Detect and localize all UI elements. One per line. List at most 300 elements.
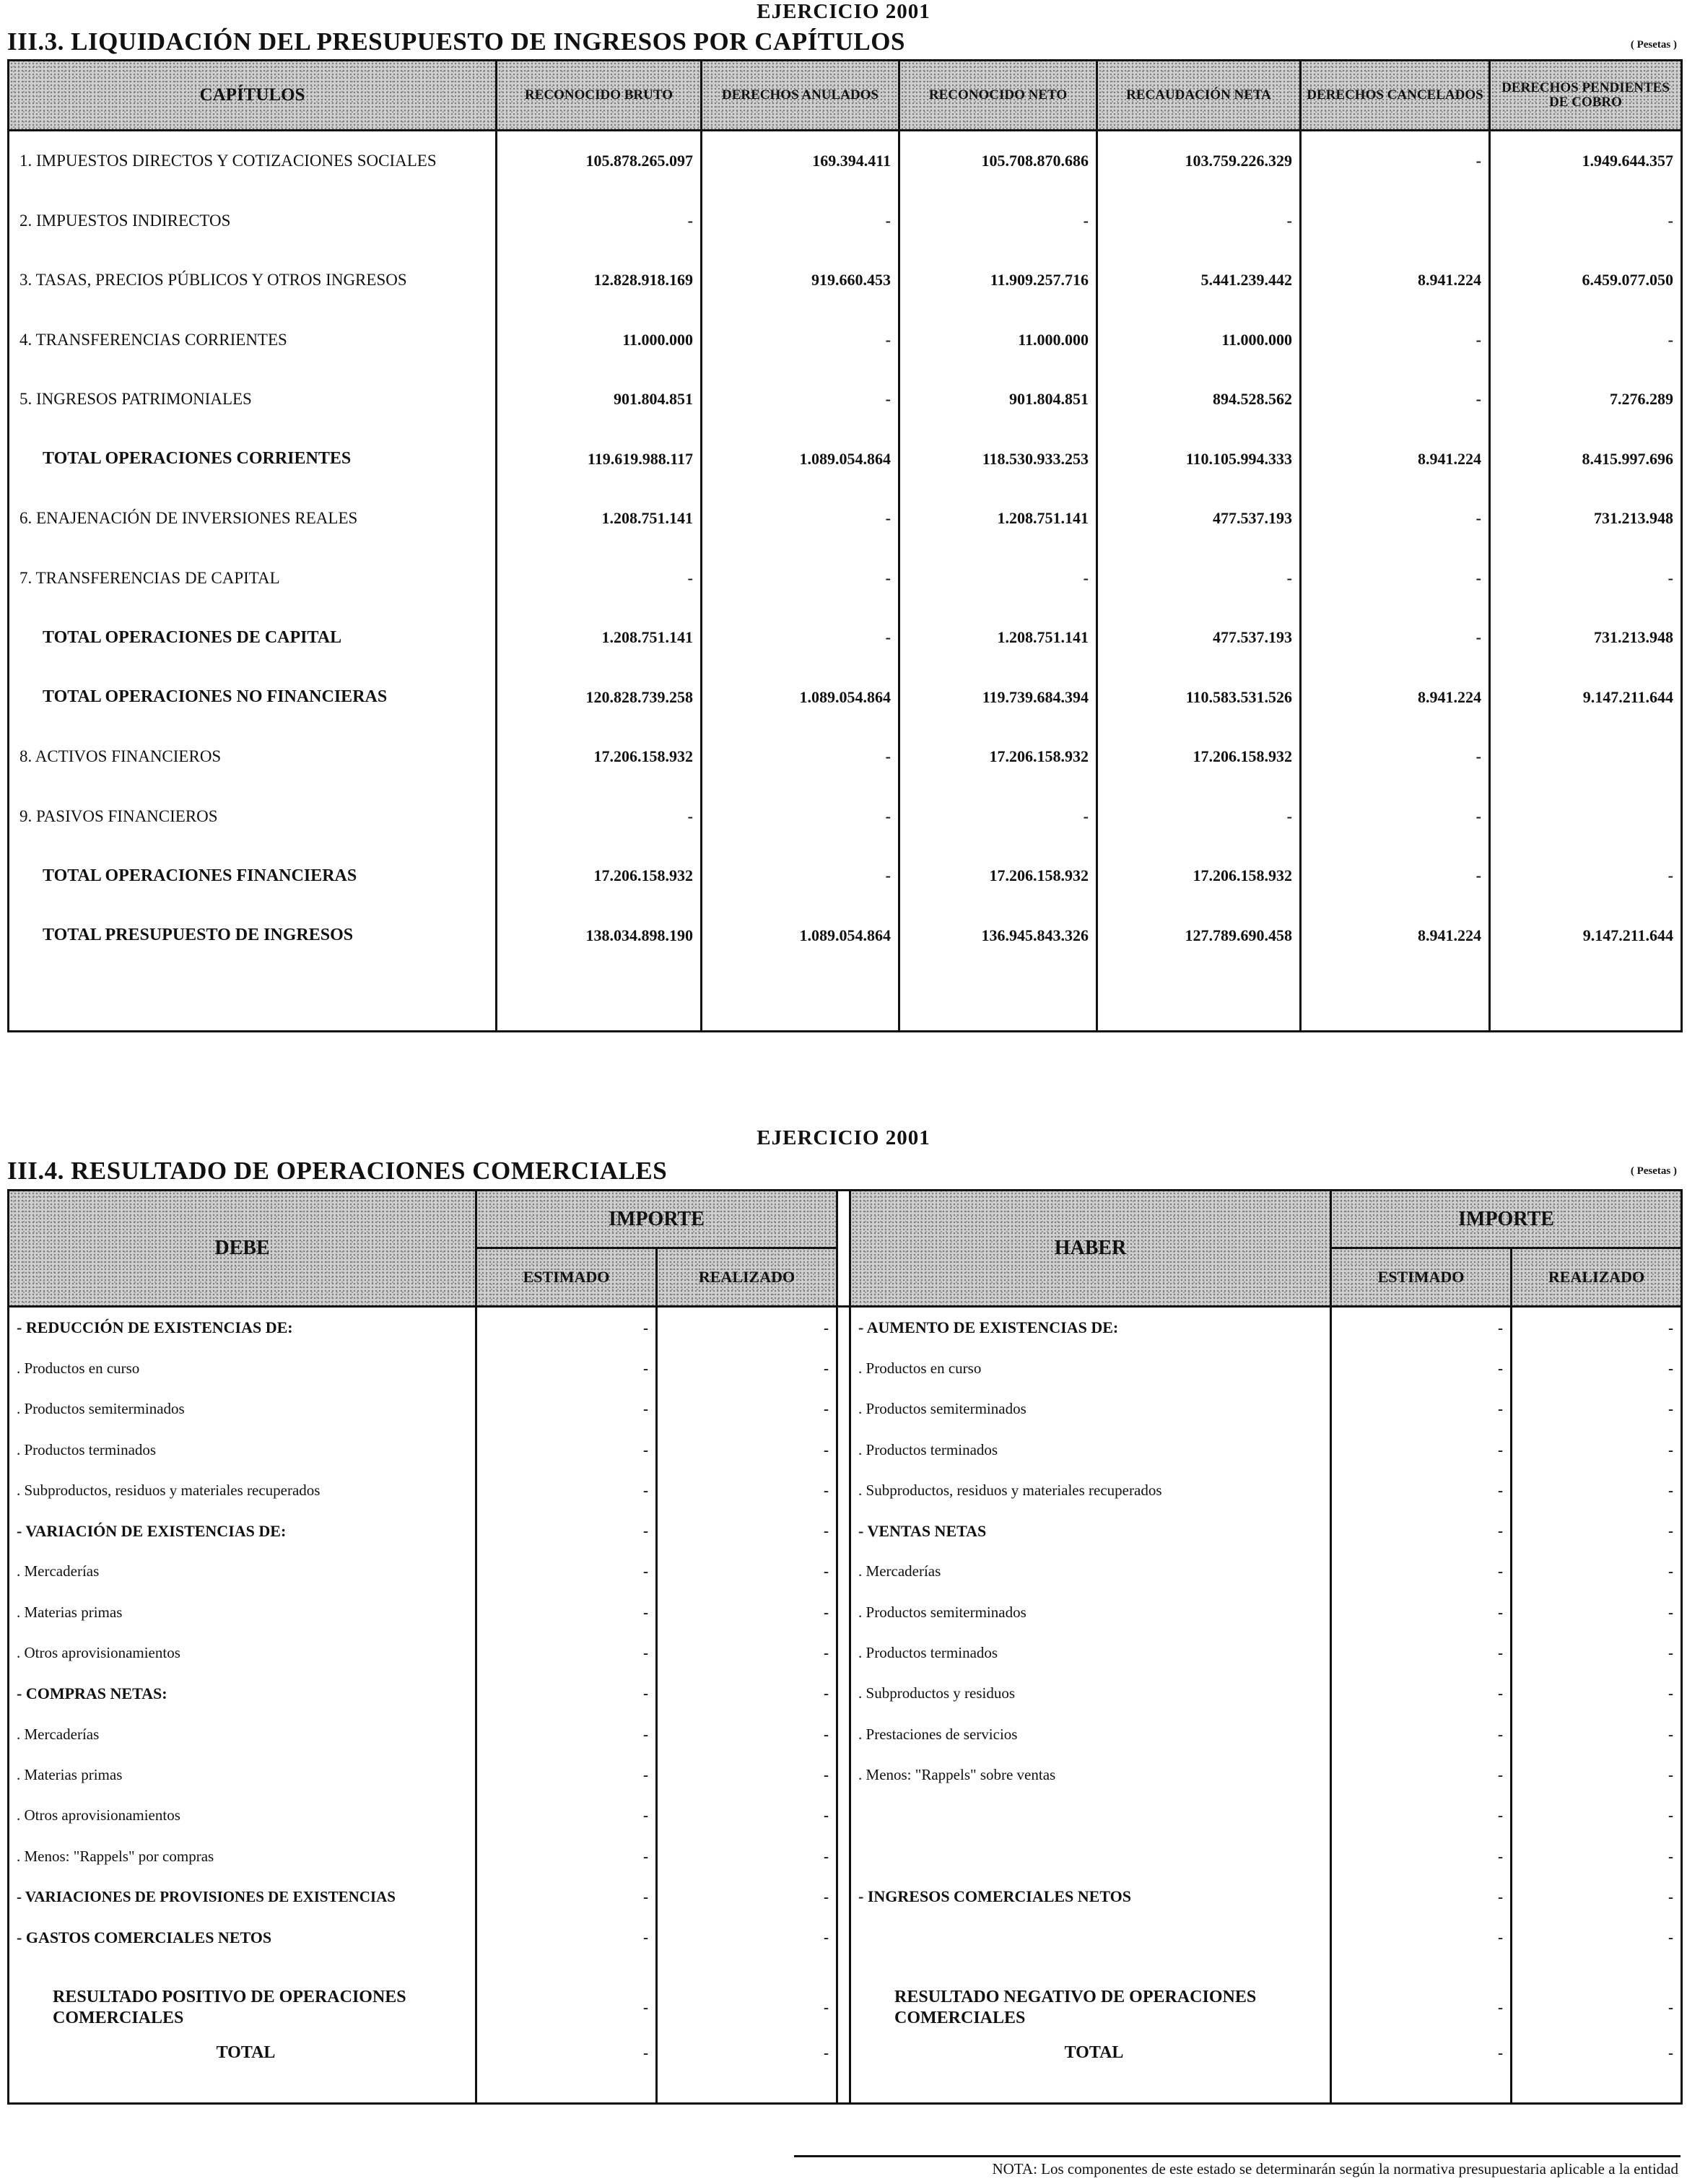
debe-realizado: -: [657, 1552, 837, 1592]
table-row: [9, 1674, 1682, 1714]
row-label: 9. PASIVOS FINANCIEROS: [9, 787, 497, 847]
haber-estimado: -: [1331, 1307, 1512, 1349]
haber-label: [850, 1917, 1331, 1957]
table-row: [9, 846, 1682, 906]
cell-reconocido-bruto: -: [497, 191, 702, 251]
empty-cell: [9, 2074, 476, 2104]
cell-reconocido-bruto: 1.208.751.141: [497, 489, 702, 549]
empty-cell: [1512, 1958, 1682, 1983]
cell-recaudacion-neta: 103.759.226.329: [1097, 131, 1301, 191]
cell-reconocido-bruto: 119.619.988.117: [497, 430, 702, 490]
debe-estimado: -: [476, 1754, 657, 1795]
table-row: [9, 1348, 1682, 1388]
haber-realizado: -: [1512, 1754, 1682, 1795]
row-label: 1. IMPUESTOS DIRECTOS Y COTIZACIONES SOCIALES: [9, 131, 497, 191]
table-row: [9, 1552, 1682, 1592]
debe-estimado: -: [476, 1552, 657, 1592]
cell-derechos-pendientes: [1490, 727, 1682, 787]
cell-reconocido-neto: -: [899, 191, 1097, 251]
cell-derechos-pendientes: 731.213.948: [1490, 489, 1682, 549]
cell-recaudacion-neta: 110.583.531.526: [1097, 668, 1301, 728]
cell-reconocido-neto: 118.530.933.253: [899, 430, 1097, 490]
cell-reconocido-neto: -: [899, 787, 1097, 847]
cell-derechos-anulados: -: [702, 489, 899, 549]
cell-reconocido-neto: 11.909.257.716: [899, 251, 1097, 310]
row-label: 8. ACTIVOS FINANCIEROS: [9, 727, 497, 787]
row-label: 2. IMPUESTOS INDIRECTOS: [9, 191, 497, 251]
cell-reconocido-bruto: 105.878.265.097: [497, 131, 702, 191]
debe-estimado: -: [476, 1674, 657, 1714]
cell-recaudacion-neta: 110.105.994.333: [1097, 430, 1301, 490]
debe-estimado: -: [476, 1632, 657, 1673]
column-gap: [837, 1510, 850, 1551]
table-liquidacion-ingresos: [7, 59, 1683, 1032]
column-gap: [837, 1348, 850, 1388]
debe-realizado: -: [657, 1876, 837, 1917]
table-row: [9, 1389, 1682, 1430]
column-gap: [837, 1876, 850, 1917]
column-gap: [837, 1754, 850, 1795]
cell-derechos-pendientes: 7.276.289: [1490, 370, 1682, 430]
column-gap: [837, 1917, 850, 1957]
table-row: [9, 1714, 1682, 1754]
cell-derechos-cancelados: 8.941.224: [1301, 430, 1490, 490]
haber-estimado: -: [1331, 1674, 1512, 1714]
cell-reconocido-neto: 136.945.843.326: [899, 906, 1097, 966]
debe-realizado: -: [657, 1430, 837, 1470]
debe-label: . Materias primas: [9, 1592, 476, 1632]
ejercicio-heading-1: EJERCICIO 2001: [757, 0, 930, 23]
cell-recaudacion-neta: -: [1097, 191, 1301, 251]
table-row: [9, 1917, 1682, 1957]
debe-realizado: -: [657, 1307, 837, 1349]
cell-reconocido-neto: 105.708.870.686: [899, 131, 1097, 191]
header-capitulos: CAPÍTULOS: [9, 61, 497, 131]
ejercicio-heading-2: EJERCICIO 2001: [757, 1126, 930, 1149]
cell-recaudacion-neta: 17.206.158.932: [1097, 846, 1301, 906]
haber-estimado: -: [1331, 1754, 1512, 1795]
column-gap: [837, 1592, 850, 1632]
haber-estimado: -: [1331, 1348, 1512, 1388]
haber-estimado: -: [1331, 1714, 1512, 1754]
haber-realizado: -: [1512, 1470, 1682, 1510]
debe-estimado: -: [476, 1430, 657, 1470]
haber-realizado: -: [1512, 1674, 1682, 1714]
haber-label: . Menos: "Rappels" sobre ventas: [850, 1754, 1331, 1795]
header-importe-debe: IMPORTE: [476, 1191, 837, 1248]
cell-derechos-cancelados: -: [1301, 846, 1490, 906]
cell-derechos-cancelados: 8.941.224: [1301, 251, 1490, 310]
table-row: [9, 1307, 1682, 1349]
debe-estimado: -: [476, 1348, 657, 1388]
cell-derechos-cancelados: -: [1301, 727, 1490, 787]
debe-estimado: -: [476, 1389, 657, 1430]
debe-label: . Productos terminados: [9, 1430, 476, 1470]
table-row: [9, 787, 1682, 847]
debe-realizado: -: [657, 1510, 837, 1551]
table-row: [9, 251, 1682, 310]
header-realizado-haber: REALIZADO: [1512, 1248, 1682, 1307]
table-row: [9, 131, 1682, 191]
cell-derechos-cancelados: -: [1301, 787, 1490, 847]
haber-label: . Subproductos, residuos y materiales recuperados: [850, 1470, 1331, 1510]
total-debe-realizado: -: [657, 2033, 837, 2074]
cell-reconocido-bruto: 17.206.158.932: [497, 727, 702, 787]
table-row: [9, 1796, 1682, 1836]
haber-realizado: -: [1512, 1510, 1682, 1551]
cell-reconocido-neto: 901.804.851: [899, 370, 1097, 430]
empty-cell: [9, 1958, 476, 1983]
haber-estimado: -: [1331, 1470, 1512, 1510]
cell-reconocido-bruto: -: [497, 549, 702, 609]
empty-cell: [1490, 965, 1682, 1032]
cell-reconocido-neto: 1.208.751.141: [899, 489, 1097, 549]
debe-label: . Mercaderías: [9, 1714, 476, 1754]
table-header-row: [9, 61, 1682, 131]
cell-reconocido-bruto: -: [497, 787, 702, 847]
cell-derechos-pendientes: -: [1490, 191, 1682, 251]
haber-label: . Subproductos y residuos: [850, 1674, 1331, 1714]
cell-derechos-anulados: -: [702, 310, 899, 370]
column-gap: [837, 1674, 850, 1714]
table-row: [9, 1470, 1682, 1510]
header-reconocido-bruto: RECONOCIDO BRUTO: [497, 61, 702, 131]
table-row: [9, 430, 1682, 490]
section-title-liquidacion: III.3. LIQUIDACIÓN DEL PRESUPUESTO DE INGRESOS POR CAPÍTULOS: [7, 27, 905, 56]
cell-reconocido-bruto: 120.828.739.258: [497, 668, 702, 728]
haber-realizado: -: [1512, 1552, 1682, 1592]
column-gap: [837, 1836, 850, 1876]
debe-label: . Mercaderías: [9, 1552, 476, 1592]
empty-cell: [476, 2074, 657, 2104]
cell-derechos-cancelados: -: [1301, 489, 1490, 549]
nota-rule: [794, 2155, 1681, 2157]
table-row: [9, 1754, 1682, 1795]
header-realizado-debe: REALIZADO: [657, 1248, 837, 1307]
haber-estimado: -: [1331, 1552, 1512, 1592]
row-label: TOTAL OPERACIONES CORRIENTES: [9, 430, 497, 490]
total-label-haber: TOTAL: [850, 2033, 1331, 2074]
header-estimado-debe: ESTIMADO: [476, 1248, 657, 1307]
table-row: [9, 1510, 1682, 1551]
haber-label: . Mercaderías: [850, 1552, 1331, 1592]
cell-derechos-pendientes: 8.415.997.696: [1490, 430, 1682, 490]
cell-derechos-anulados: 169.394.411: [702, 131, 899, 191]
debe-label: . Productos semiterminados: [9, 1389, 476, 1430]
debe-label: . Otros aprovisionamientos: [9, 1632, 476, 1673]
debe-label: . Productos en curso: [9, 1348, 476, 1388]
table-row: [9, 1592, 1682, 1632]
debe-realizado: -: [657, 1470, 837, 1510]
table-row: [9, 608, 1682, 668]
debe-estimado: -: [476, 1876, 657, 1917]
unit-label-2: ( Pesetas ): [1630, 1165, 1677, 1177]
cell-reconocido-bruto: 17.206.158.932: [497, 846, 702, 906]
haber-realizado: -: [1512, 1348, 1682, 1388]
cell-derechos-pendientes: 9.147.211.644: [1490, 668, 1682, 728]
cell-recaudacion-neta: -: [1097, 549, 1301, 609]
table-row: [9, 906, 1682, 966]
haber-realizado: -: [1512, 1876, 1682, 1917]
header-importe-haber: IMPORTE: [1331, 1191, 1682, 1248]
debe-realizado: -: [657, 1836, 837, 1876]
total-row: [9, 2033, 1682, 2074]
debe-estimado: -: [476, 1836, 657, 1876]
cell-derechos-anulados: -: [702, 846, 899, 906]
table-row: [9, 1430, 1682, 1470]
column-gap: [837, 1552, 850, 1592]
haber-label: . Productos semiterminados: [850, 1592, 1331, 1632]
haber-estimado: -: [1331, 1632, 1512, 1673]
debe-realizado: -: [657, 1796, 837, 1836]
column-gap: [837, 1389, 850, 1430]
cell-derechos-cancelados: -: [1301, 608, 1490, 668]
haber-label: . Productos terminados: [850, 1632, 1331, 1673]
header-debe: DEBE: [9, 1191, 476, 1307]
haber-estimado: -: [1331, 1510, 1512, 1551]
haber-label: [850, 1796, 1331, 1836]
haber-realizado: -: [1512, 1714, 1682, 1754]
debe-label: - VARIACIONES DE PROVISIONES DE EXISTENCIAS: [9, 1876, 476, 1917]
result-row: [9, 1983, 1682, 2033]
row-label: 5. INGRESOS PATRIMONIALES: [9, 370, 497, 430]
column-gap: [837, 1958, 850, 1983]
resultado-positivo-estimado: -: [476, 1983, 657, 2033]
empty-cell: [476, 1958, 657, 1983]
cell-derechos-anulados: -: [702, 549, 899, 609]
cell-reconocido-bruto: 138.034.898.190: [497, 906, 702, 966]
debe-estimado: -: [476, 1917, 657, 1957]
debe-realizado: -: [657, 1754, 837, 1795]
haber-estimado: -: [1331, 1876, 1512, 1917]
haber-label: - VENTAS NETAS: [850, 1510, 1331, 1551]
debe-realizado: -: [657, 1348, 837, 1388]
cell-derechos-pendientes: 731.213.948: [1490, 608, 1682, 668]
haber-realizado: -: [1512, 1632, 1682, 1673]
total-label-debe: TOTAL: [9, 2033, 476, 2074]
debe-label: - COMPRAS NETAS:: [9, 1674, 476, 1714]
header-estimado-haber: ESTIMADO: [1331, 1248, 1512, 1307]
empty-cell: [899, 965, 1097, 1032]
header-recaudacion-neta: RECAUDACIÓN NETA: [1097, 61, 1301, 131]
debe-estimado: -: [476, 1592, 657, 1632]
header-derechos-anulados: DERECHOS ANULADOS: [702, 61, 899, 131]
column-gap: [837, 1191, 850, 1307]
debe-label: . Otros aprovisionamientos: [9, 1796, 476, 1836]
resultado-negativo-estimado: -: [1331, 1983, 1512, 2033]
cell-recaudacion-neta: 894.528.562: [1097, 370, 1301, 430]
debe-label: - REDUCCIÓN DE EXISTENCIAS DE:: [9, 1307, 476, 1349]
table-resultado-operaciones: [7, 1189, 1683, 2105]
debe-realizado: -: [657, 1632, 837, 1673]
total-debe-estimado: -: [476, 2033, 657, 2074]
empty-cell: [497, 965, 702, 1032]
header-reconocido-neto: RECONOCIDO NETO: [899, 61, 1097, 131]
cell-derechos-pendientes: 1.949.644.357: [1490, 131, 1682, 191]
debe-label: - GASTOS COMERCIALES NETOS: [9, 1917, 476, 1957]
cell-recaudacion-neta: 5.441.239.442: [1097, 251, 1301, 310]
cell-reconocido-neto: 119.739.684.394: [899, 668, 1097, 728]
debe-label: . Materias primas: [9, 1754, 476, 1795]
empty-cell: [702, 965, 899, 1032]
cell-derechos-pendientes: 6.459.077.050: [1490, 251, 1682, 310]
cell-derechos-anulados: 1.089.054.864: [702, 430, 899, 490]
row-label: TOTAL PRESUPUESTO DE INGRESOS: [9, 906, 497, 966]
header-derechos-cancelados: DERECHOS CANCELADOS: [1301, 61, 1490, 131]
cell-derechos-pendientes: -: [1490, 549, 1682, 609]
haber-label: [850, 1836, 1331, 1876]
column-gap: [837, 1983, 850, 2033]
haber-realizado: -: [1512, 1389, 1682, 1430]
cell-derechos-pendientes: -: [1490, 846, 1682, 906]
resultado-positivo-realizado: -: [657, 1983, 837, 2033]
cell-derechos-anulados: 1.089.054.864: [702, 668, 899, 728]
debe-realizado: -: [657, 1714, 837, 1754]
empty-cell: [657, 2074, 837, 2104]
debe-label: . Subproductos, residuos y materiales recuperados: [9, 1470, 476, 1510]
header-derechos-pendientes: DERECHOS PENDIENTES DE COBRO: [1490, 61, 1682, 131]
table-row-empty: [9, 1958, 1682, 1983]
cell-reconocido-bruto: 11.000.000: [497, 310, 702, 370]
column-gap: [837, 1796, 850, 1836]
haber-estimado: -: [1331, 1796, 1512, 1836]
cell-derechos-pendientes: -: [1490, 310, 1682, 370]
row-label: 4. TRANSFERENCIAS CORRIENTES: [9, 310, 497, 370]
column-gap: [837, 1430, 850, 1470]
cell-recaudacion-neta: 127.789.690.458: [1097, 906, 1301, 966]
empty-cell: [1331, 2074, 1512, 2104]
cell-derechos-cancelados: [1301, 191, 1490, 251]
cell-derechos-cancelados: 8.941.224: [1301, 906, 1490, 966]
cell-recaudacion-neta: -: [1097, 787, 1301, 847]
empty-cell: [9, 965, 497, 1032]
haber-realizado: -: [1512, 1430, 1682, 1470]
haber-realizado: -: [1512, 1836, 1682, 1876]
haber-estimado: -: [1331, 1917, 1512, 1957]
column-gap: [837, 2033, 850, 2074]
debe-estimado: -: [476, 1796, 657, 1836]
cell-reconocido-neto: 11.000.000: [899, 310, 1097, 370]
resultado-positivo-label: RESULTADO POSITIVO DE OPERACIONES COMERCIALES: [9, 1983, 476, 2033]
table-row: [9, 310, 1682, 370]
cell-derechos-cancelados: -: [1301, 131, 1490, 191]
row-label: TOTAL OPERACIONES NO FINANCIERAS: [9, 668, 497, 728]
haber-label: . Prestaciones de servicios: [850, 1714, 1331, 1754]
table-row: [9, 1632, 1682, 1673]
debe-estimado: -: [476, 1470, 657, 1510]
haber-realizado: -: [1512, 1917, 1682, 1957]
row-label: 6. ENAJENACIÓN DE INVERSIONES REALES: [9, 489, 497, 549]
cell-derechos-cancelados: -: [1301, 310, 1490, 370]
haber-realizado: -: [1512, 1307, 1682, 1349]
haber-estimado: -: [1331, 1836, 1512, 1876]
column-gap: [837, 1470, 850, 1510]
cell-derechos-pendientes: 9.147.211.644: [1490, 906, 1682, 966]
table-row-empty: [9, 965, 1682, 1032]
empty-cell: [657, 1958, 837, 1983]
cell-derechos-anulados: -: [702, 608, 899, 668]
table-row: [9, 1876, 1682, 1917]
debe-estimado: -: [476, 1307, 657, 1349]
haber-estimado: -: [1331, 1389, 1512, 1430]
haber-label: . Productos terminados: [850, 1430, 1331, 1470]
debe-realizado: -: [657, 1389, 837, 1430]
haber-estimado: -: [1331, 1592, 1512, 1632]
debe-realizado: -: [657, 1674, 837, 1714]
resultado-negativo-realizado: -: [1512, 1983, 1682, 2033]
haber-label: - INGRESOS COMERCIALES NETOS: [850, 1876, 1331, 1917]
cell-reconocido-bruto: 12.828.918.169: [497, 251, 702, 310]
table-row: [9, 549, 1682, 609]
cell-derechos-cancelados: -: [1301, 370, 1490, 430]
debe-label: - VARIACIÓN DE EXISTENCIAS DE:: [9, 1510, 476, 1551]
column-gap: [837, 2074, 850, 2104]
table-row: [9, 370, 1682, 430]
total-haber-estimado: -: [1331, 2033, 1512, 2074]
cell-reconocido-bruto: 901.804.851: [497, 370, 702, 430]
total-haber-realizado: -: [1512, 2033, 1682, 2074]
haber-label: - AUMENTO DE EXISTENCIAS DE:: [850, 1307, 1331, 1349]
table-row-empty: [9, 2074, 1682, 2104]
empty-cell: [1331, 1958, 1512, 1983]
haber-label: . Productos en curso: [850, 1348, 1331, 1388]
table-row: [9, 1836, 1682, 1876]
debe-realizado: -: [657, 1917, 837, 1957]
table-row: [9, 727, 1682, 787]
cell-derechos-anulados: -: [702, 191, 899, 251]
cell-recaudacion-neta: 477.537.193: [1097, 489, 1301, 549]
unit-label-1: ( Pesetas ): [1630, 39, 1677, 51]
debe-label: . Menos: "Rappels" por compras: [9, 1836, 476, 1876]
table-row: [9, 668, 1682, 728]
header-haber: HABER: [850, 1191, 1331, 1307]
haber-label: . Productos semiterminados: [850, 1389, 1331, 1430]
section-title-resultado: III.4. RESULTADO DE OPERACIONES COMERCIALES: [7, 1157, 668, 1185]
cell-derechos-anulados: -: [702, 787, 899, 847]
cell-derechos-cancelados: -: [1301, 549, 1490, 609]
cell-reconocido-neto: 17.206.158.932: [899, 846, 1097, 906]
cell-recaudacion-neta: 17.206.158.932: [1097, 727, 1301, 787]
empty-cell: [1512, 2074, 1682, 2104]
table-row: [9, 191, 1682, 251]
cell-derechos-pendientes: [1490, 787, 1682, 847]
row-label: 3. TASAS, PRECIOS PÚBLICOS Y OTROS INGRESOS: [9, 251, 497, 310]
debe-estimado: -: [476, 1714, 657, 1754]
empty-cell: [1097, 965, 1301, 1032]
row-label: 7. TRANSFERENCIAS DE CAPITAL: [9, 549, 497, 609]
cell-derechos-anulados: 919.660.453: [702, 251, 899, 310]
resultado-negativo-label: RESULTADO NEGATIVO DE OPERACIONES COMERCIALES: [850, 1983, 1331, 2033]
row-label: TOTAL OPERACIONES DE CAPITAL: [9, 608, 497, 668]
table-row: [9, 489, 1682, 549]
cell-derechos-anulados: 1.089.054.864: [702, 906, 899, 966]
haber-realizado: -: [1512, 1592, 1682, 1632]
cell-reconocido-neto: -: [899, 549, 1097, 609]
cell-recaudacion-neta: 477.537.193: [1097, 608, 1301, 668]
debe-estimado: -: [476, 1510, 657, 1551]
empty-cell: [1301, 965, 1490, 1032]
empty-cell: [850, 2074, 1331, 2104]
cell-derechos-anulados: -: [702, 370, 899, 430]
nota-text: NOTA: Los componentes de este estado se determinarán según la normativa presupuestaria aplicable a la entidad: [992, 2160, 1678, 2178]
column-gap: [837, 1632, 850, 1673]
cell-reconocido-neto: 17.206.158.932: [899, 727, 1097, 787]
empty-cell: [850, 1958, 1331, 1983]
debe-realizado: -: [657, 1592, 837, 1632]
haber-realizado: -: [1512, 1796, 1682, 1836]
column-gap: [837, 1714, 850, 1754]
haber-estimado: -: [1331, 1430, 1512, 1470]
